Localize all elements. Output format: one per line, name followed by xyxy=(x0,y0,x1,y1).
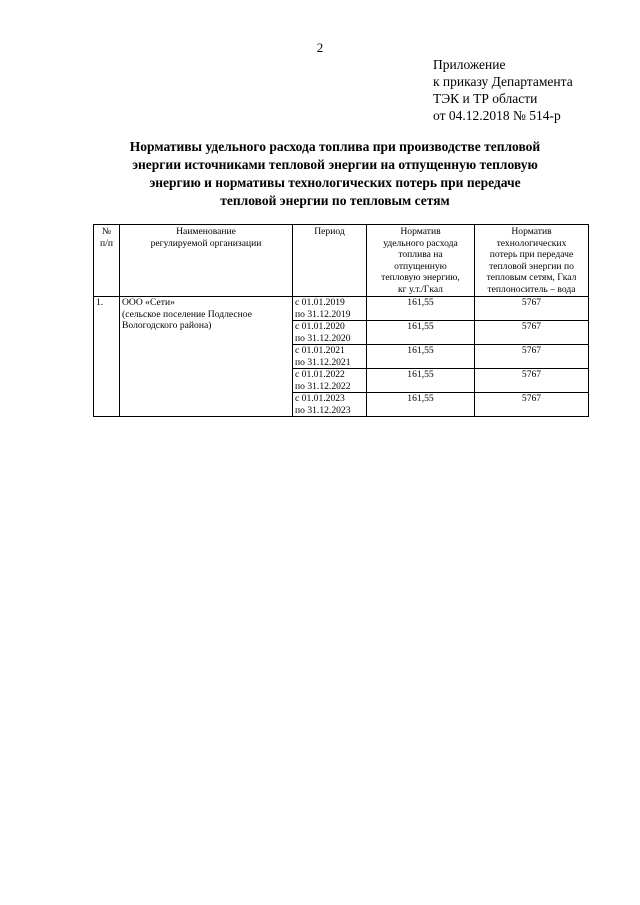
header-text: топлива на xyxy=(398,249,443,260)
document-title xyxy=(100,138,570,210)
header-text: кг у.т./Гкал xyxy=(398,283,443,295)
header-text: удельного расхода xyxy=(383,237,458,249)
org-line: ООО «Сети» xyxy=(122,297,175,308)
table-header-row xyxy=(94,225,589,297)
header-text: тепловым сетям, Гкал xyxy=(486,272,577,283)
loss-norm-value: 5767 xyxy=(475,369,589,393)
header-period xyxy=(293,225,367,297)
appendix-line: ТЭК и ТР области xyxy=(433,91,538,106)
row-number: 1. xyxy=(94,297,120,417)
header-text: Наименование xyxy=(176,226,236,237)
period-cell xyxy=(293,345,367,369)
appendix-line: к приказу Департамента xyxy=(433,74,573,89)
period-to: по 31.12.2023 xyxy=(295,404,351,416)
header-text: теплоноситель – вода xyxy=(487,283,576,295)
header-text: Норматив xyxy=(400,226,441,237)
period-cell xyxy=(293,321,367,345)
period-from: с 01.01.2021 xyxy=(295,345,345,356)
org-line: Вологодского района) xyxy=(122,320,212,331)
period-cell xyxy=(293,393,367,417)
header-org xyxy=(120,225,293,297)
period-cell xyxy=(293,369,367,393)
header-text: тепловую энергию, xyxy=(381,272,460,283)
title-line: тепловой энергии по тепловым сетям xyxy=(220,193,450,208)
period-from: с 01.01.2022 xyxy=(295,369,345,380)
header-text: отпущенную xyxy=(394,260,447,272)
loss-norm-value: 5767 xyxy=(475,321,589,345)
header-fuel-norm xyxy=(367,225,475,297)
appendix-block xyxy=(433,56,573,124)
header-text: тепловой энергии по xyxy=(489,260,574,272)
header-text: регулируемой организации xyxy=(150,237,262,249)
header-text: технологических xyxy=(496,237,567,249)
title-line: энергию и нормативы технологических потерь при передаче xyxy=(149,175,521,190)
header-loss-norm xyxy=(475,225,589,297)
org-line: (сельское поселение Подлесное xyxy=(122,308,252,320)
header-text: потерь при передаче xyxy=(489,249,574,260)
period-to: по 31.12.2022 xyxy=(295,380,351,392)
title-line: энергии источниками тепловой энергии на отпущенную тепловую xyxy=(132,157,538,172)
fuel-norm-value: 161,55 xyxy=(367,297,475,321)
loss-norm-value: 5767 xyxy=(475,345,589,369)
header-text: № xyxy=(101,226,112,237)
appendix-line: Приложение xyxy=(433,57,506,72)
appendix-line: от 04.12.2018 № 514-р xyxy=(433,108,561,123)
header-text: Период xyxy=(314,226,345,237)
loss-norm-value: 5767 xyxy=(475,393,589,417)
period-to: по 31.12.2021 xyxy=(295,356,351,368)
period-from: с 01.01.2023 xyxy=(295,393,345,404)
period-to: по 31.12.2019 xyxy=(295,308,351,320)
header-text: п/п xyxy=(100,237,113,249)
fuel-norm-value: 161,55 xyxy=(367,393,475,417)
page-number: 2 xyxy=(316,40,324,55)
title-line: Нормативы удельного расхода топлива при производстве тепловой xyxy=(129,139,541,154)
period-from: с 01.01.2019 xyxy=(295,297,345,308)
organization-name xyxy=(120,297,293,417)
norms-table xyxy=(93,224,589,417)
fuel-norm-value: 161,55 xyxy=(367,369,475,393)
header-num xyxy=(94,225,120,297)
period-from: с 01.01.2020 xyxy=(295,321,345,332)
fuel-norm-value: 161,55 xyxy=(367,345,475,369)
loss-norm-value: 5767 xyxy=(475,297,589,321)
period-to: по 31.12.2020 xyxy=(295,332,351,344)
header-text: Норматив xyxy=(511,226,552,237)
fuel-norm-value: 161,55 xyxy=(367,321,475,345)
table-row xyxy=(94,297,589,321)
period-cell xyxy=(293,297,367,321)
